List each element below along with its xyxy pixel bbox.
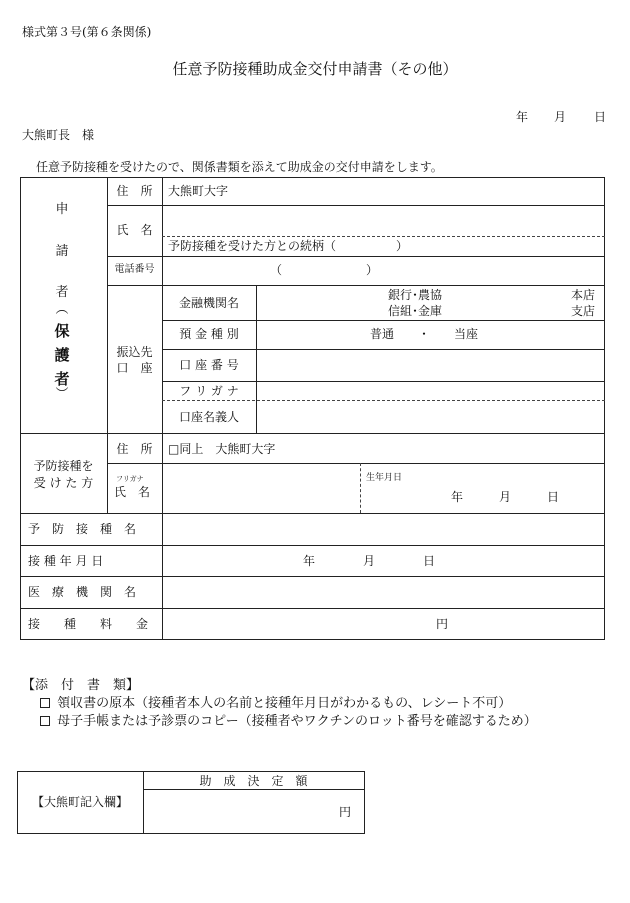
recipient-name-field[interactable] — [163, 464, 359, 512]
birthdate-field[interactable]: 年 月 日 — [451, 490, 560, 504]
vaccination-date-field[interactable]: 年 月 日 — [303, 554, 436, 568]
applicant-name-field[interactable] — [163, 206, 604, 236]
recipient-section-label-2: 受 け た 方 — [33, 476, 94, 490]
recipient-address-label: 住 所 — [116, 442, 153, 456]
applicant-name-label: 氏 名 — [116, 223, 153, 237]
vaccine-name-label: 予 防 接 種 名 — [28, 522, 137, 536]
furigana-label: フ リ ガ ナ — [179, 384, 239, 398]
institution-field[interactable] — [163, 577, 604, 607]
attachment-item — [40, 697, 511, 710]
applicant-char: 請 — [55, 244, 69, 259]
attachment-item — [40, 715, 537, 728]
recipient-name-label: 氏 名 — [114, 485, 151, 499]
recipient-furigana-small: フリガナ — [116, 475, 144, 483]
bank-name-label: 金融機関名 — [178, 296, 239, 310]
fee-label: 接 種 料 金 — [28, 617, 149, 631]
branch-2: 支店 — [571, 304, 596, 318]
attachment-checkbox[interactable] — [40, 716, 50, 726]
account-section-label-2: 口 座 — [116, 361, 153, 375]
decision-amount-unit: 円 — [339, 805, 352, 819]
attachments-heading: 【添 付 書 類】 — [22, 678, 140, 693]
relation-field[interactable]: 予防接種を受けた方との続柄（ ） — [168, 239, 409, 253]
applicant-char: ︵ — [55, 302, 69, 317]
date-day: 日 — [594, 110, 607, 124]
institution-label: 医 療 機 関 名 — [28, 585, 137, 599]
intro-text: 任意予防接種を受けたので、関係書類を添えて助成金の交付申請をします。 — [36, 160, 443, 174]
applicant-char: 者 — [54, 370, 70, 388]
vaccine-name-field[interactable] — [163, 514, 604, 544]
page-title: 任意予防接種助成金交付申請書（その他） — [172, 60, 458, 78]
phone-field[interactable]: （ ） — [270, 263, 379, 277]
applicant-char: 保 — [54, 322, 70, 340]
applicant-char: ︶ — [55, 387, 69, 402]
form-number: 様式第３号(第６条関係) — [22, 25, 152, 39]
applicant-address-label: 住 所 — [116, 184, 153, 198]
applicant-char: 護 — [54, 346, 70, 364]
phone-label: 電話番号 — [114, 264, 155, 275]
account-holder-label: 口座名義人 — [178, 410, 239, 424]
account-number-label: 口 座 番 号 — [179, 358, 239, 372]
attachment-checkbox[interactable] — [40, 698, 50, 708]
birthdate-label: 生年月日 — [366, 473, 403, 483]
bank-type-2: 信組･金庫 — [388, 304, 443, 318]
branch-1: 本店 — [571, 288, 596, 302]
fee-unit: 円 — [436, 617, 449, 631]
deposit-type-choice[interactable]: 普通 ・ 当座 — [370, 327, 479, 341]
account-holder-field[interactable] — [257, 401, 604, 432]
attachment-text: 母子手帳または予診票のコピー（接種者やワクチンのロット番号を確認するため） — [57, 714, 537, 729]
addressee: 大熊町長 様 — [22, 128, 95, 142]
bank-type-1: 銀行･農協 — [388, 288, 443, 302]
applicant-address-field[interactable]: 大熊町大字 — [168, 184, 229, 198]
recipient-section-label-1: 予防接種を — [33, 459, 94, 473]
attachment-text: 領収書の原本（接種者本人の名前と接種年月日がわかるもの、レシート不可） — [57, 696, 512, 711]
account-number-field[interactable] — [257, 350, 604, 380]
applicant-char: 申 — [55, 202, 69, 217]
recipient-address-field[interactable]: □同上 大熊町大字 — [168, 442, 276, 456]
deposit-type-label: 預 金 種 別 — [179, 327, 239, 341]
account-section-label-1: 振込先 — [116, 345, 153, 359]
account-furigana-field[interactable] — [257, 382, 604, 400]
decision-amount-label: 助 成 決 定 額 — [199, 774, 308, 788]
applicant-char: 者 — [55, 285, 69, 300]
date-month: 月 — [554, 110, 567, 124]
town-use-label: 【大熊町記入欄】 — [31, 795, 128, 809]
date-year: 年 — [516, 110, 529, 124]
vaccination-date-label: 接 種 年 月 日 — [28, 554, 104, 568]
